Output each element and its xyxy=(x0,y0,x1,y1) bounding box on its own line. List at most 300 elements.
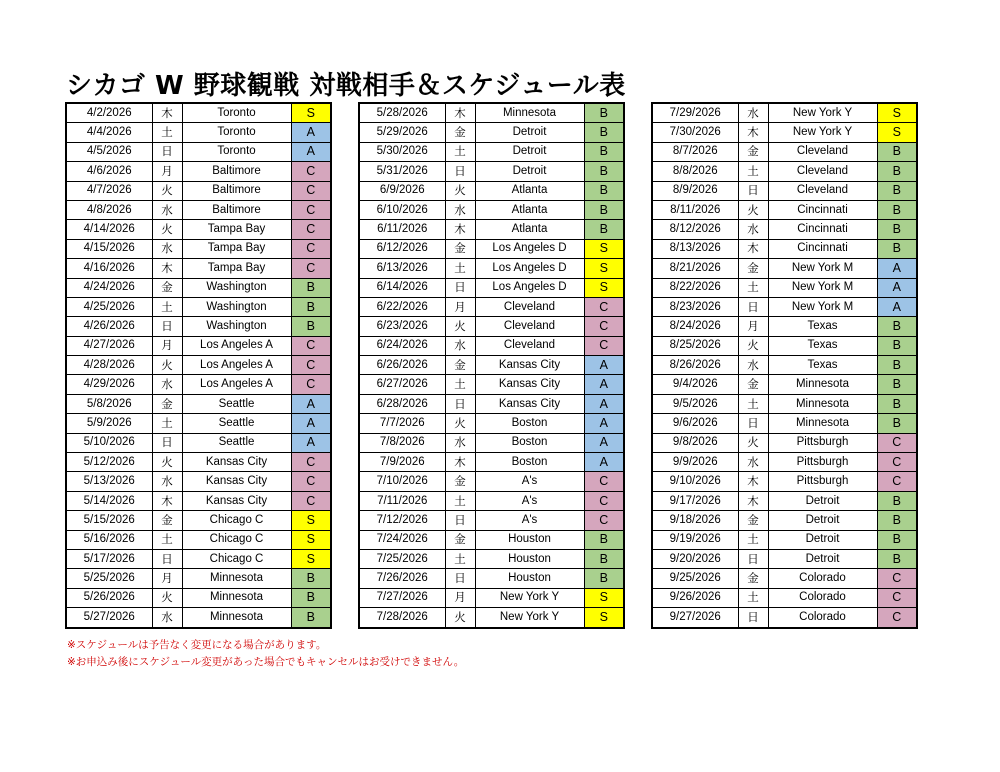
opponent: New York Y xyxy=(768,103,877,123)
schedule-row xyxy=(359,220,624,239)
schedule-row xyxy=(66,414,331,433)
opponent: Seattle xyxy=(182,414,291,433)
opponent: Toronto xyxy=(182,142,291,161)
opponent: Cleveland xyxy=(768,162,877,181)
game-date: 4/2/2026 xyxy=(66,103,152,123)
day-of-week: 土 xyxy=(445,259,475,278)
seat-grade: B xyxy=(877,414,917,433)
schedule-row xyxy=(652,453,917,472)
opponent: Toronto xyxy=(182,103,291,123)
game-date: 5/17/2026 xyxy=(66,549,152,568)
opponent: Cincinnati xyxy=(768,200,877,219)
day-of-week: 土 xyxy=(738,162,768,181)
schedule-table-2 xyxy=(358,102,625,629)
day-of-week: 金 xyxy=(152,278,182,297)
day-of-week: 金 xyxy=(738,569,768,588)
game-date: 9/4/2026 xyxy=(652,375,738,394)
day-of-week: 日 xyxy=(738,549,768,568)
day-of-week: 日 xyxy=(152,317,182,336)
seat-grade: C xyxy=(291,375,331,394)
day-of-week: 水 xyxy=(152,472,182,491)
schedule-row xyxy=(66,123,331,142)
game-date: 7/12/2026 xyxy=(359,511,445,530)
seat-grade: S xyxy=(291,530,331,549)
day-of-week: 日 xyxy=(445,278,475,297)
schedule-row xyxy=(66,162,331,181)
game-date: 9/27/2026 xyxy=(652,608,738,628)
opponent: New York M xyxy=(768,297,877,316)
day-of-week: 火 xyxy=(445,181,475,200)
opponent: Chicago C xyxy=(182,549,291,568)
seat-grade: C xyxy=(584,511,624,530)
game-date: 5/13/2026 xyxy=(66,472,152,491)
opponent: New York Y xyxy=(475,608,584,628)
day-of-week: 火 xyxy=(738,433,768,452)
seat-grade: C xyxy=(877,453,917,472)
game-date: 4/6/2026 xyxy=(66,162,152,181)
day-of-week: 金 xyxy=(738,259,768,278)
game-date: 7/11/2026 xyxy=(359,491,445,510)
opponent: A's xyxy=(475,511,584,530)
seat-grade: B xyxy=(877,530,917,549)
schedule-row xyxy=(66,278,331,297)
game-date: 6/27/2026 xyxy=(359,375,445,394)
day-of-week: 土 xyxy=(445,142,475,161)
day-of-week: 月 xyxy=(152,162,182,181)
day-of-week: 木 xyxy=(152,491,182,510)
game-date: 7/10/2026 xyxy=(359,472,445,491)
schedule-row xyxy=(652,103,917,123)
seat-grade: B xyxy=(291,588,331,607)
day-of-week: 月 xyxy=(738,317,768,336)
seat-grade: B xyxy=(877,336,917,355)
schedule-row xyxy=(66,259,331,278)
seat-grade: B xyxy=(584,220,624,239)
opponent: Minnesota xyxy=(182,608,291,628)
schedule-row xyxy=(66,511,331,530)
seat-grade: A xyxy=(291,394,331,413)
schedule-row xyxy=(66,142,331,161)
schedule-row xyxy=(359,569,624,588)
game-date: 5/15/2026 xyxy=(66,511,152,530)
seat-grade: C xyxy=(584,297,624,316)
day-of-week: 日 xyxy=(738,414,768,433)
day-of-week: 木 xyxy=(738,239,768,258)
game-date: 7/28/2026 xyxy=(359,608,445,628)
opponent: Detroit xyxy=(475,142,584,161)
seat-grade: S xyxy=(877,123,917,142)
seat-grade: C xyxy=(291,453,331,472)
page-title: シカゴ W 野球観戦 対戦相手＆スケジュール表 xyxy=(66,71,626,101)
day-of-week: 水 xyxy=(445,200,475,219)
game-date: 7/8/2026 xyxy=(359,433,445,452)
day-of-week: 木 xyxy=(738,472,768,491)
seat-grade: S xyxy=(877,103,917,123)
game-date: 4/7/2026 xyxy=(66,181,152,200)
opponent: Tampa Bay xyxy=(182,239,291,258)
seat-grade: A xyxy=(291,142,331,161)
day-of-week: 水 xyxy=(152,200,182,219)
schedule-table-3 xyxy=(651,102,918,629)
seat-grade: A xyxy=(584,394,624,413)
schedule-row xyxy=(652,317,917,336)
schedule-row xyxy=(359,453,624,472)
day-of-week: 金 xyxy=(445,123,475,142)
opponent: Cleveland xyxy=(475,336,584,355)
schedule-row xyxy=(652,588,917,607)
game-date: 4/25/2026 xyxy=(66,297,152,316)
schedule-row xyxy=(359,297,624,316)
seat-grade: A xyxy=(877,278,917,297)
schedule-row xyxy=(359,491,624,510)
seat-grade: A xyxy=(877,297,917,316)
game-date: 8/24/2026 xyxy=(652,317,738,336)
day-of-week: 月 xyxy=(445,588,475,607)
seat-grade: S xyxy=(584,259,624,278)
seat-grade: S xyxy=(584,588,624,607)
schedule-row xyxy=(66,375,331,394)
schedule-row xyxy=(66,220,331,239)
schedule-row xyxy=(66,336,331,355)
seat-grade: B xyxy=(584,569,624,588)
schedule-row xyxy=(66,433,331,452)
day-of-week: 木 xyxy=(445,453,475,472)
seat-grade: S xyxy=(291,549,331,568)
schedule-row xyxy=(359,317,624,336)
day-of-week: 月 xyxy=(152,336,182,355)
opponent: Atlanta xyxy=(475,181,584,200)
seat-grade: B xyxy=(584,530,624,549)
seat-grade: S xyxy=(584,239,624,258)
day-of-week: 土 xyxy=(445,491,475,510)
day-of-week: 水 xyxy=(445,336,475,355)
schedule-row xyxy=(359,472,624,491)
opponent: Los Angeles D xyxy=(475,278,584,297)
day-of-week: 土 xyxy=(738,588,768,607)
day-of-week: 金 xyxy=(445,239,475,258)
game-date: 6/24/2026 xyxy=(359,336,445,355)
note-schedule-change: ※スケジュールは予告なく変更になる場合があります。 xyxy=(67,639,327,651)
schedule-row xyxy=(359,181,624,200)
schedule-row xyxy=(359,608,624,628)
game-date: 9/18/2026 xyxy=(652,511,738,530)
day-of-week: 水 xyxy=(738,356,768,375)
schedule-row xyxy=(66,103,331,123)
opponent: Los Angeles D xyxy=(475,259,584,278)
schedule-row xyxy=(652,336,917,355)
game-date: 4/4/2026 xyxy=(66,123,152,142)
day-of-week: 木 xyxy=(738,491,768,510)
day-of-week: 木 xyxy=(445,220,475,239)
seat-grade: C xyxy=(291,336,331,355)
day-of-week: 火 xyxy=(152,453,182,472)
day-of-week: 日 xyxy=(445,511,475,530)
opponent: Detroit xyxy=(475,162,584,181)
opponent: Tampa Bay xyxy=(182,259,291,278)
seat-grade: B xyxy=(584,142,624,161)
seat-grade: C xyxy=(291,491,331,510)
seat-grade: B xyxy=(291,297,331,316)
seat-grade: B xyxy=(877,239,917,258)
schedule-row xyxy=(652,549,917,568)
opponent: Atlanta xyxy=(475,200,584,219)
game-date: 7/29/2026 xyxy=(652,103,738,123)
opponent: Kansas City xyxy=(475,375,584,394)
game-date: 7/9/2026 xyxy=(359,453,445,472)
day-of-week: 金 xyxy=(445,356,475,375)
schedule-row xyxy=(359,530,624,549)
opponent: Tampa Bay xyxy=(182,220,291,239)
seat-grade: B xyxy=(877,356,917,375)
seat-grade: B xyxy=(291,278,331,297)
opponent: Boston xyxy=(475,414,584,433)
schedule-row xyxy=(66,588,331,607)
schedule-row xyxy=(652,278,917,297)
seat-grade: C xyxy=(584,317,624,336)
game-date: 5/16/2026 xyxy=(66,530,152,549)
game-date: 4/8/2026 xyxy=(66,200,152,219)
opponent: Texas xyxy=(768,317,877,336)
game-date: 8/8/2026 xyxy=(652,162,738,181)
game-date: 8/25/2026 xyxy=(652,336,738,355)
schedule-row xyxy=(359,259,624,278)
schedule-row xyxy=(652,608,917,628)
game-date: 7/24/2026 xyxy=(359,530,445,549)
schedule-row xyxy=(652,569,917,588)
game-date: 8/11/2026 xyxy=(652,200,738,219)
day-of-week: 水 xyxy=(445,433,475,452)
opponent: Baltimore xyxy=(182,162,291,181)
schedule-row xyxy=(359,162,624,181)
seat-grade: C xyxy=(584,472,624,491)
day-of-week: 水 xyxy=(152,608,182,628)
game-date: 5/30/2026 xyxy=(359,142,445,161)
schedule-row xyxy=(652,123,917,142)
schedule-row xyxy=(652,259,917,278)
schedule-row xyxy=(652,394,917,413)
seat-grade: C xyxy=(877,608,917,628)
day-of-week: 水 xyxy=(152,239,182,258)
opponent: Cleveland xyxy=(768,181,877,200)
day-of-week: 日 xyxy=(445,569,475,588)
seat-grade: S xyxy=(291,511,331,530)
schedule-row xyxy=(652,472,917,491)
game-date: 5/29/2026 xyxy=(359,123,445,142)
schedule-row xyxy=(66,491,331,510)
seat-grade: C xyxy=(584,336,624,355)
schedule-row xyxy=(359,549,624,568)
opponent: Cleveland xyxy=(768,142,877,161)
day-of-week: 日 xyxy=(738,608,768,628)
opponent: Cincinnati xyxy=(768,239,877,258)
game-date: 8/13/2026 xyxy=(652,239,738,258)
seat-grade: C xyxy=(877,569,917,588)
opponent: New York M xyxy=(768,278,877,297)
schedule-row xyxy=(66,569,331,588)
game-date: 9/6/2026 xyxy=(652,414,738,433)
opponent: Baltimore xyxy=(182,200,291,219)
game-date: 6/9/2026 xyxy=(359,181,445,200)
seat-grade: B xyxy=(584,103,624,123)
schedule-row xyxy=(359,200,624,219)
opponent: Washington xyxy=(182,278,291,297)
day-of-week: 金 xyxy=(445,472,475,491)
schedule-row xyxy=(359,142,624,161)
seat-grade: B xyxy=(877,491,917,510)
day-of-week: 水 xyxy=(738,453,768,472)
game-date: 9/10/2026 xyxy=(652,472,738,491)
seat-grade: B xyxy=(584,162,624,181)
day-of-week: 土 xyxy=(152,297,182,316)
day-of-week: 金 xyxy=(738,375,768,394)
seat-grade: B xyxy=(877,375,917,394)
game-date: 9/25/2026 xyxy=(652,569,738,588)
seat-grade: C xyxy=(877,588,917,607)
seat-grade: S xyxy=(291,103,331,123)
schedule-row xyxy=(66,317,331,336)
schedule-row xyxy=(652,200,917,219)
note-no-cancellation: ※お申込み後にスケジュール変更があった場合でもキャンセルはお受けできません。 xyxy=(67,656,465,668)
schedule-row xyxy=(652,511,917,530)
opponent: Toronto xyxy=(182,123,291,142)
seat-grade: C xyxy=(291,220,331,239)
day-of-week: 月 xyxy=(152,569,182,588)
game-date: 4/24/2026 xyxy=(66,278,152,297)
seat-grade: C xyxy=(291,200,331,219)
opponent: Atlanta xyxy=(475,220,584,239)
seat-grade: B xyxy=(877,200,917,219)
day-of-week: 火 xyxy=(738,200,768,219)
seat-grade: B xyxy=(877,142,917,161)
opponent: Detroit xyxy=(768,491,877,510)
schedule-table-1 xyxy=(65,102,332,629)
seat-grade: C xyxy=(291,239,331,258)
day-of-week: 土 xyxy=(152,414,182,433)
opponent: Los Angeles D xyxy=(475,239,584,258)
opponent: Cincinnati xyxy=(768,220,877,239)
game-date: 5/10/2026 xyxy=(66,433,152,452)
opponent: Detroit xyxy=(768,530,877,549)
game-date: 5/12/2026 xyxy=(66,453,152,472)
seat-grade: B xyxy=(291,317,331,336)
seat-grade: B xyxy=(877,549,917,568)
seat-grade: A xyxy=(584,433,624,452)
day-of-week: 日 xyxy=(738,297,768,316)
schedule-row xyxy=(66,530,331,549)
seat-grade: C xyxy=(877,433,917,452)
seat-grade: B xyxy=(584,200,624,219)
schedule-row xyxy=(66,549,331,568)
day-of-week: 土 xyxy=(152,123,182,142)
day-of-week: 火 xyxy=(152,181,182,200)
day-of-week: 火 xyxy=(738,336,768,355)
opponent: Pittsburgh xyxy=(768,453,877,472)
schedule-row xyxy=(652,297,917,316)
seat-grade: C xyxy=(291,162,331,181)
game-date: 7/26/2026 xyxy=(359,569,445,588)
schedule-row xyxy=(359,278,624,297)
game-date: 5/26/2026 xyxy=(66,588,152,607)
opponent: Pittsburgh xyxy=(768,433,877,452)
seat-grade: B xyxy=(877,162,917,181)
game-date: 7/27/2026 xyxy=(359,588,445,607)
seat-grade: B xyxy=(584,549,624,568)
game-date: 9/19/2026 xyxy=(652,530,738,549)
schedule-row xyxy=(652,142,917,161)
seat-grade: B xyxy=(291,608,331,628)
day-of-week: 日 xyxy=(152,142,182,161)
game-date: 9/8/2026 xyxy=(652,433,738,452)
seat-grade: A xyxy=(877,259,917,278)
day-of-week: 水 xyxy=(152,375,182,394)
day-of-week: 日 xyxy=(152,549,182,568)
schedule-row xyxy=(652,414,917,433)
schedule-row xyxy=(359,394,624,413)
opponent: Washington xyxy=(182,317,291,336)
seat-grade: B xyxy=(877,511,917,530)
opponent: Texas xyxy=(768,336,877,355)
opponent: Kansas City xyxy=(475,394,584,413)
seat-grade: A xyxy=(291,433,331,452)
day-of-week: 火 xyxy=(445,608,475,628)
day-of-week: 日 xyxy=(152,433,182,452)
seat-grade: A xyxy=(584,453,624,472)
opponent: Cleveland xyxy=(475,317,584,336)
day-of-week: 木 xyxy=(738,123,768,142)
schedule-row xyxy=(359,356,624,375)
opponent: Detroit xyxy=(768,511,877,530)
game-date: 7/30/2026 xyxy=(652,123,738,142)
day-of-week: 金 xyxy=(738,511,768,530)
schedule-row xyxy=(359,336,624,355)
game-date: 8/23/2026 xyxy=(652,297,738,316)
opponent: Colorado xyxy=(768,588,877,607)
game-date: 6/13/2026 xyxy=(359,259,445,278)
game-date: 5/31/2026 xyxy=(359,162,445,181)
schedule-row xyxy=(652,356,917,375)
day-of-week: 日 xyxy=(738,181,768,200)
game-date: 8/12/2026 xyxy=(652,220,738,239)
seat-grade: B xyxy=(877,394,917,413)
seat-grade: A xyxy=(291,414,331,433)
day-of-week: 水 xyxy=(738,103,768,123)
seat-grade: A xyxy=(584,414,624,433)
seat-grade: A xyxy=(584,375,624,394)
opponent: A's xyxy=(475,472,584,491)
day-of-week: 金 xyxy=(738,142,768,161)
seat-grade: B xyxy=(877,317,917,336)
day-of-week: 日 xyxy=(445,162,475,181)
schedule-row xyxy=(66,356,331,375)
seat-grade: S xyxy=(584,278,624,297)
schedule-row xyxy=(66,297,331,316)
schedule-row xyxy=(66,239,331,258)
schedule-row xyxy=(652,162,917,181)
game-date: 4/29/2026 xyxy=(66,375,152,394)
seat-grade: C xyxy=(877,472,917,491)
game-date: 9/17/2026 xyxy=(652,491,738,510)
opponent: Los Angeles A xyxy=(182,375,291,394)
opponent: Minnesota xyxy=(182,588,291,607)
seat-grade: A xyxy=(291,123,331,142)
seat-grade: B xyxy=(877,220,917,239)
day-of-week: 火 xyxy=(152,220,182,239)
day-of-week: 火 xyxy=(152,356,182,375)
opponent: Kansas City xyxy=(475,356,584,375)
game-date: 9/26/2026 xyxy=(652,588,738,607)
seat-grade: B xyxy=(877,181,917,200)
day-of-week: 火 xyxy=(445,414,475,433)
